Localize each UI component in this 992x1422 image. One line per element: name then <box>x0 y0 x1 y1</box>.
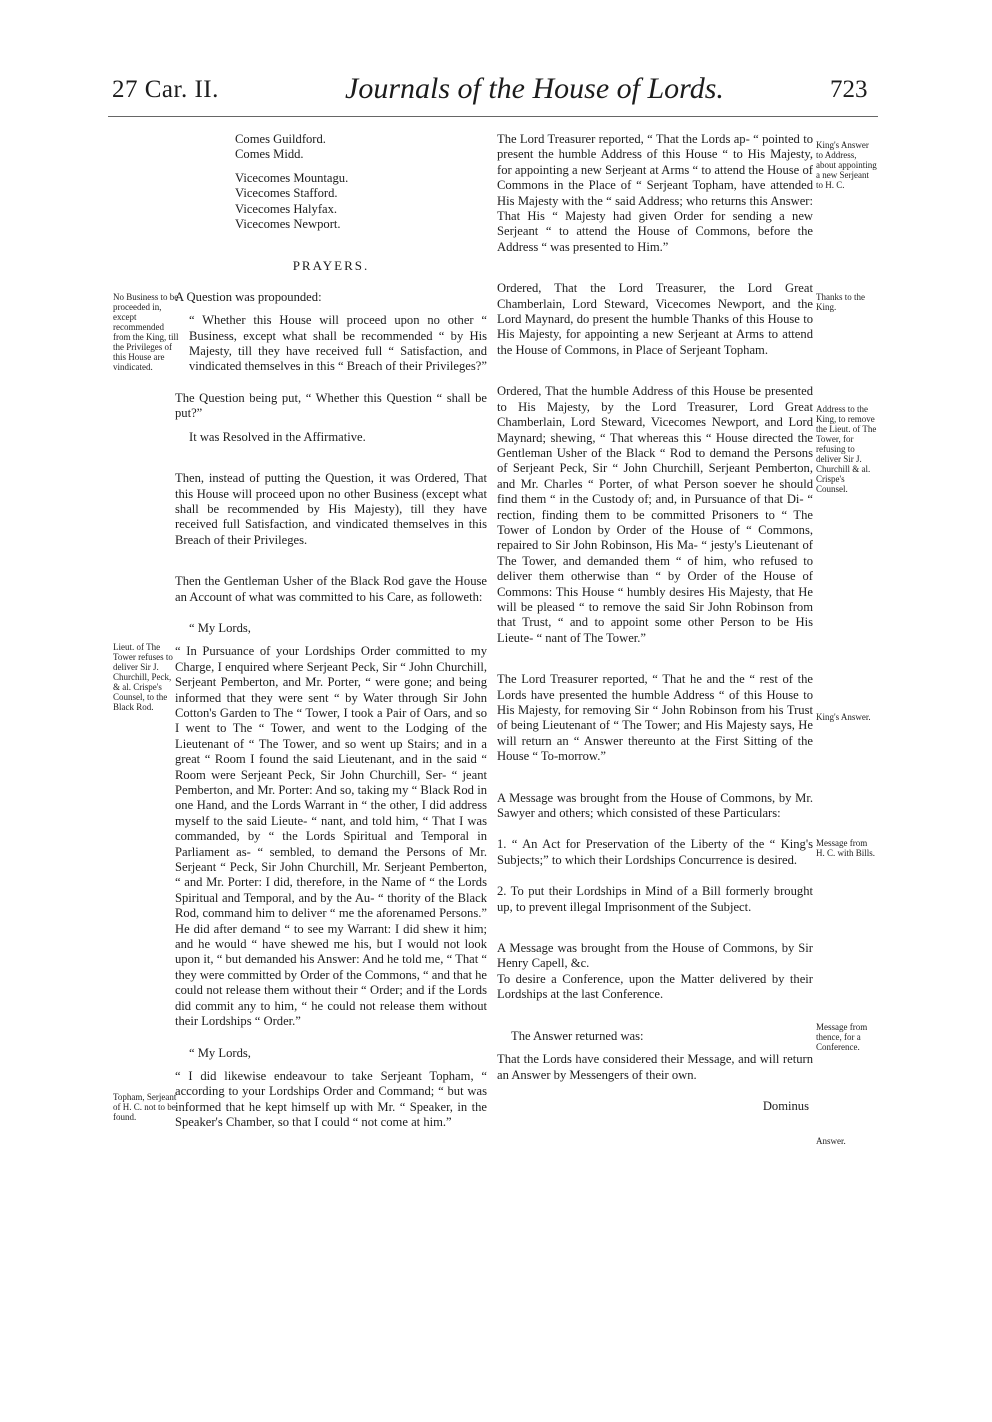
margin-note-answer: Answer. <box>816 1136 846 1146</box>
message-item: 1. “ An Act for Preservation of the Liberty of the “ King's Subjects;” to which their Lordships Concurrence is desired. <box>497 837 813 867</box>
then-ordered-paragraph: Then, instead of putting the Question, it was Ordered, That this House will proceed upon no other Business (except what shall be recommended by His Majesty), till they have received full Satisfaction, and vindicated themselves in this Breach of their Privileges. <box>175 471 487 547</box>
my-lords-salutation: “ My Lords, <box>189 1045 251 1060</box>
lord-entry: Vicecomes Newport. <box>235 217 341 232</box>
conference-paragraph: To desire a Conference, upon the Matter delivered by their Lordships at the last Conference. <box>497 971 813 1002</box>
lord-entry: Vicecomes Halyfax. <box>235 201 338 216</box>
margin-note-topham: Topham, Serjeant of H. C. not to be found. <box>113 1092 177 1122</box>
header-title: Journals of the House of Lords. <box>345 72 724 105</box>
right-column <box>497 132 813 1114</box>
catchword: Dominus <box>762 1098 809 1113</box>
ordered-address-paragraph: Ordered, That the humble Address of this House be presented to His Majesty, by the Lord Treasurer, Lord Great Chamberlain, Lord Steward, Vicecomes Newport, and Lord Maynard; shewing, “ That whereas this “ House directed the Gentleman Usher of the Black “ Rod to demand the Persons of Serjeant Peck, Sir “ John Churchill, Serjeant Pemberton, and Mr. Charles “ Porter, of what Person soever he should find them “ in the Custody of; and, in Pursuance of that Di- “ rection, finding them to be committed Prisoners to “ The Tower of London by Order of the House of “ Commons, repaired to Sir John Robinson, His Ma- “ jesty's Lieutenant of The Tower, and demanded them “ of him, who refused to deliver them otherwise than “ by Order of the House of Commons: This House “ humbly desires His Majesty, that He will be pleased “ to remove the said Sir John Robinson from that Trust, “ and to appoint some other Person to be His Lieute- “ nant of The Tower.” <box>497 384 813 645</box>
message-item: 2. To put their Lordships in Mind of a Bill formerly brought up, to prevent illegal Imprisonment of the Subject. <box>497 884 813 914</box>
question-text: “ Whether this House will proceed upon no other “ Business, except what shall be recommended “ by His Majesty, till they have received full “ Satisfaction, and vindicated themselves in this “ Breach of their Privileges?” <box>189 313 487 374</box>
treasurer-report-paragraph: The Lord Treasurer reported, “ That he and the “ rest of the Lords have presented the humble Address “ of this House to His Majesty, for removing Sir “ John Robinson from his Trust of being Lieutenant of “ The Tower; and His Majesty says, He will return an “ Answer thereunto at the First Sitting of the House “ To-morrow.” <box>497 672 813 764</box>
margin-note-lieut-refuses: Lieut. of The Tower refuses to deliver Sir J. Churchill, Peck, & al. Crispe's Counsel, to the Black Rod. <box>113 642 173 712</box>
lord-entry: Comes Guildford. <box>235 132 326 146</box>
header-page-number: 723 <box>830 76 868 103</box>
my-lords-salutation: “ My Lords, <box>189 620 251 635</box>
resolved-affirmative: It was Resolved in the Affirmative. <box>189 429 366 444</box>
left-column <box>175 132 487 1131</box>
margin-note-no-business: No Business to be proceeded in, except recommended from the King, till the Privileges of this House are vindicated. <box>113 292 179 372</box>
usher-intro-paragraph: Then the Gentleman Usher of the Black Rod gave the House an Account of what was committed to his Care, as followeth: <box>175 574 487 604</box>
prayers-heading: PRAYERS. <box>292 258 370 274</box>
margin-note-kings-answer-1: King's Answer to Address, about appointing a new Serjeant to H. C. <box>816 140 877 190</box>
topham-account-paragraph: “ I did likewise endeavour to take Serjeant Topham, “ according to your Lordships Order and Command; “ but was informed that he kept himself up with Mr. “ Speaker, in the Speaker's Chamber, so that I could “ not come at him.” <box>175 1068 487 1130</box>
lord-entry: Vicecomes Mountagu. <box>235 170 349 185</box>
usher-account-paragraph: “ In Pursuance of your Lordships Order committed to my Charge, I enquired where Serjeant Peck, Sir “ John Churchill, Serjeant Pemberton, and Mr. Porter, “ were gone; and being informed that they were sent “ by Water through Sir John Cotton's Garden to The “ Tower, I took a Pair of Oars, and so I went to The “ Tower, and went to the Lodging of the Lieutenant of “ The Tower, and so went up Stairs; and in a great “ Room I found the said Lieutenant, and in the said “ Room were Serjeant Peck, Sir John Churchill, Ser- “ jeant Pemberton, and Mr. Porter: And so, taking my “ Black Rod in one Hand, and the Lords Warrant in “ the other, I did address myself to the said Lieute- “ nant, and told him, “ That I was commanded, by “ the Lords Spiritual and Temporal in Parliament as- “ sembled, to demand the Persons of Mr. Serjeant “ Peck, Sir John Churchill, Mr. Serjeant Pemberton, “ and Mr. Porter: I did, therefore, in the Name of “ the Lords Spiritual and Temporal, and by the Au- “ thority of the Black Rod, command him to deliver “ me the aforenamed Persons.” He did after demand “ to see my Warrant: I did shew it him; and he would “ have shewed me his, but I would not look upon it, “ but demanded his Answer: And he told me, “ That “ they were committed by Order of the Commons, “ and that he could not release them without their “ Order; and if the Lords did commit any to him, “ he could not release them without their Lordships “ Order.” <box>175 644 487 1029</box>
question-put: The Question being put, “ Whether this Question “ shall be put?” <box>175 390 487 421</box>
lord-entry: Vicecomes Stafford. <box>235 186 338 201</box>
margin-note-address-king: Address to the King, to remove the Lieut. of The Tower, for refusing to deliver Sir J. Churchill & al. Crispe's Counsel. <box>816 404 877 494</box>
message-paragraph: A Message was brought from the House of Commons, by Sir Henry Capell, &c. <box>497 941 813 971</box>
answer-returned-heading: The Answer returned was: <box>511 1028 644 1043</box>
header-regnal-year: 27 Car. II. <box>112 76 219 103</box>
margin-note-message-bills: Message from H. C. with Bills. <box>816 838 876 858</box>
margin-note-kings-answer-2: King's Answer. <box>816 712 871 722</box>
answer-paragraph: That the Lords have considered their Message, and will return an Answer by Messengers of their own. <box>497 1052 813 1082</box>
margin-note-message-conference: Message from thence, for a Conference. <box>816 1022 868 1052</box>
question-intro: A Question was propounded: <box>175 289 322 304</box>
message-paragraph: A Message was brought from the House of Commons, by Mr. Sawyer and others; which consisted of these Particulars: <box>497 790 813 821</box>
treasurer-report-paragraph: The Lord Treasurer reported, “ That the Lords ap- “ pointed to present the humble Address of this House “ to His Majesty, for appointing a new Serjeant at Arms “ to attend the House of Commons in the Place of “ Serjeant Topham, have attended His Majesty with the “ said Address; who returns this Answer: That His “ Majesty had given Order for sending a new Serjeant “ to attend the House of Commons, before the Address “ was presented to Him.” <box>497 132 813 254</box>
margin-note-thanks: Thanks to the King. <box>816 292 865 312</box>
header-rule <box>108 116 878 117</box>
lord-entry: Comes Midd. <box>235 147 304 162</box>
lords-present-list <box>235 132 487 232</box>
ordered-thanks-paragraph: Ordered, That the Lord Treasurer, the Lord Great Chamberlain, Lord Steward, Vicecomes Newport, and the Lord Maynard, do present the humble Thanks of this House to His Majesty, for appointing a new Serjeant at Arms to attend the House of Commons, in Place of Serjeant Topham. <box>497 281 813 357</box>
